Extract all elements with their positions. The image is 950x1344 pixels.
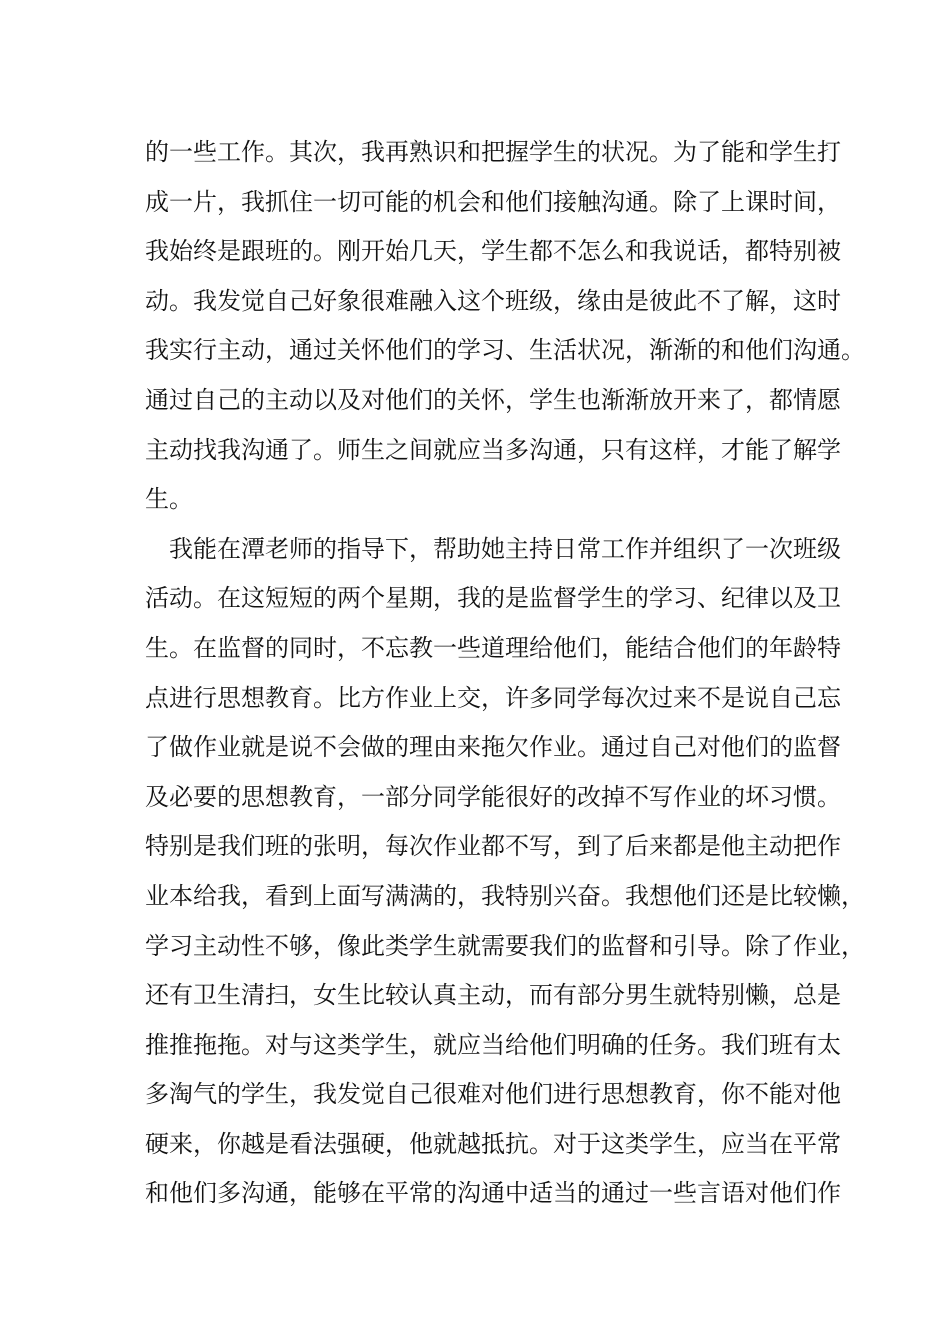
text-line: 硬来，你越是看法强硬，他就越抵抗。对于这类学生，应当在平常	[145, 1129, 841, 1158]
text-line: 活动。在这短短的两个星期，我的是监督学生的学习、纪律以及卫	[145, 584, 841, 613]
text-line: 特别是我们班的张明，每次作业都不写，到了后来都是他主动把作	[145, 832, 841, 861]
text-line: 学习主动性不够，像此类学生就需要我们的监督和引导。除了作业，	[145, 931, 865, 960]
text-line: 成一片，我抓住一切可能的机会和他们接触沟通。除了上课时间，	[145, 187, 841, 216]
text-line: 点进行思想教育。比方作业上交，许多同学每次过来不是说自己忘	[145, 683, 841, 712]
text-line: 了做作业就是说不会做的理由来拖欠作业。通过自己对他们的监督	[145, 733, 841, 762]
text-line: 主动找我沟通了。师生之间就应当多沟通，只有这样，才能了解学	[145, 435, 841, 464]
text-line: 和他们多沟通，能够在平常的沟通中适当的通过一些言语对他们作	[145, 1179, 841, 1208]
text-line: 通过自己的主动以及对他们的关怀，学生也渐渐放开来了，都情愿	[145, 385, 841, 414]
text-line: 还有卫生清扫，女生比较认真主动，而有部分男生就特别懒，总是	[145, 981, 841, 1010]
body-text	[145, 135, 865, 1226]
text-line: 我始终是跟班的。刚开始几天，学生都不怎么和我说话，都特别被	[145, 237, 841, 266]
text-line: 动。我发觉自己好象很难融入这个班级，缘由是彼此不了解，这时	[145, 286, 841, 315]
text-line: 多淘气的学生，我发觉自己很难对他们进行思想教育，你不能对他	[145, 1080, 841, 1109]
text-line: 及必要的思想教育，一部分同学能很好的改掉不写作业的坏习惯。	[145, 782, 841, 811]
text-line: 的一些工作。其次，我再熟识和把握学生的状况。为了能和学生打	[145, 138, 841, 166]
text-line: 业本给我，看到上面写满满的，我特别兴奋。我想他们还是比较懒，	[145, 881, 865, 910]
paragraph-first-line: 我能在潭老师的指导下，帮助她主持日常工作并组织了一次班级	[169, 534, 841, 563]
text-line: 生。在监督的同时，不忘教一些道理给他们，能结合他们的年龄特	[145, 633, 841, 662]
text-line: 生。	[145, 485, 193, 514]
text-line: 推推拖拖。对与这类学生，就应当给他们明确的任务。我们班有太	[145, 1030, 841, 1059]
text-line: 我实行主动，通过关怀他们的学习、生活状况，渐渐的和他们沟通。	[145, 336, 865, 365]
